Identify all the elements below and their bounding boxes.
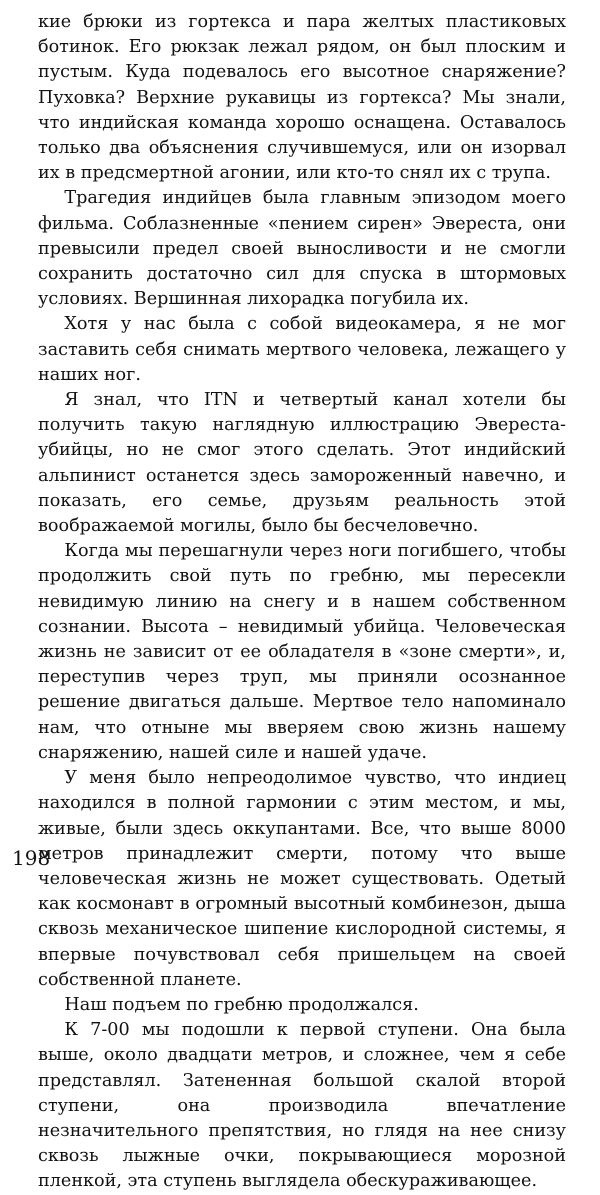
- paragraph-5: Когда мы перешагнули через ноги погибшего, чтобы продолжить свой путь по гребню, мы пересекли невидимую линию на снегу и в нашем собственном сознании. Высота – невидимый убийца. Человеческая жизнь не зависит от ее обладателя в «зоне смерти», и, переступив через труп, мы приняли осознанное решение двигаться дальше. Мертвое тело напоминало нам, что отныне мы вверяем свою жизнь нашему снаряжению, нашей силе и нашей удаче.: [38, 541, 566, 763]
- paragraph-4: Я знал, что ITN и четвертый канал хотели бы получить такую наглядную иллюстрацию Эвереста-убийцы, но не смог этого сделать. Этот индийский альпинист останется здесь замороженный навечно, и показать, его семье, друзьям реальность этой воображаемой могилы, было бы бесчеловечно.: [38, 390, 566, 537]
- paragraph-6: У меня было непреодолимое чувство, что индиец находился в полной гармонии с этим местом, и мы, живые, были здесь оккупантами. Все, что выше 8000 метров принадлежит смерти, потому что выше человеческая жизнь не может существовать. Одетый как космонавт в огромный высотный комбинезон, дыша сквозь механическое шипение кислородной системы, я впервые почувствовал себя пришельцем на своей собственной планете.: [38, 768, 566, 990]
- paragraph-3: Хотя у нас была с собой видеокамера, я не мог заставить себя снимать мертвого человека, лежащего у наших ног.: [38, 314, 566, 385]
- paragraph-8: К 7-00 мы подошли к первой ступени. Она была выше, около двадцати метров, и сложнее, чем я себе представлял. Затененная большой скалой второй ступени, она производила впечатление незначительного препятствия, но глядя на нее снизу сквозь лыжные очки, покрывающиеся морозной пленкой, эта ступень выглядела обескураживающее.: [38, 1020, 566, 1192]
- page-number: 198: [12, 846, 51, 870]
- paragraph-1: кие брюки из гортекса и пара желтых пластиковых ботинок. Его рюкзак лежал рядом, он был плоским и пустым. Куда подевалось его высотное снаряжение? Пуховка? Верхние рукавицы из гортекса? Мы знали, что индийская команда хорошо оснащена. Оставалось только два объяснения случившемуся, или он изорвал их в предсмертной агонии, или кто-то снял их с трупа.: [38, 12, 566, 184]
- paragraph-7: Наш подъем по гребню продолжался.: [64, 994, 419, 1015]
- paragraph-2: Трагедия индийцев была главным эпизодом моего фильма. Соблазненные «пением сирен» Эвереста, они превысили предел своей выносливости и не смогли сохранить достаточно сил для спуска в штормовых условиях. Вершинная лихорадка погубила их.: [38, 188, 566, 310]
- page-body: [38, 10, 566, 1195]
